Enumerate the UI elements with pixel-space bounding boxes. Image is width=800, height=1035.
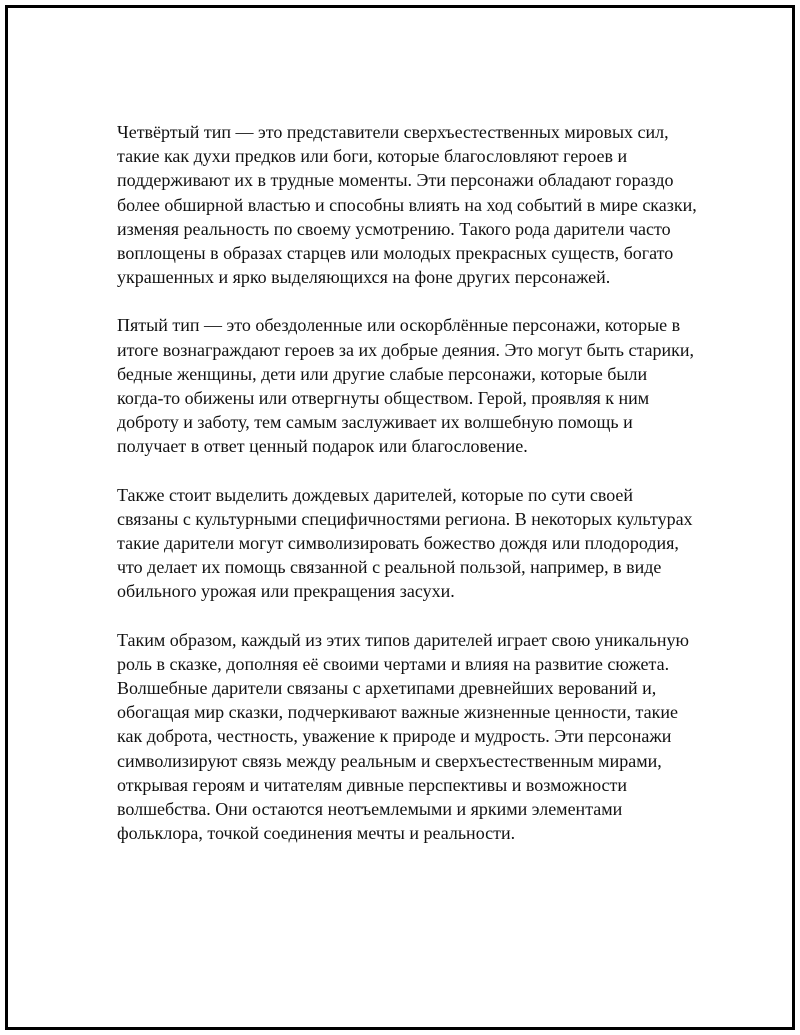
- paragraph-fifth-type: Пятый тип — это обездоленные или оскорблённые персонажи, которые в итоге вознаграждают героев за их добрые деяния. Это могут быть старики, бедные женщины, дети или другие слабые персонажи, которые были когда-то обижены или отвергнуты обществом. Герой, проявляя к ним доброту и заботу, тем самым заслуживает их волшебную помощь и получает в ответ ценный подарок или благословение.: [117, 315, 695, 457]
- paragraph-fourth-type: Четвёртый тип — это представители сверхъестественных мировых сил, такие как духи предков или боги, которые благословляют героев и поддерживают их в трудные моменты. Эти персонажи обладают гораздо более обширной властью и способны влиять на ход событий в мире сказки, изменяя реальность по своему усмотрению. Такого рода дарители часто воплощены в образах старцев или молодых прекрасных существ, богато украшенных и ярко выделяющихся на фоне других персонажей.: [117, 122, 697, 288]
- page-border: [5, 5, 795, 1030]
- document-body: [117, 120, 697, 845]
- paragraph-conclusion: Таким образом, каждый из этих типов дарителей играет свою уникальную роль в сказке, дополняя её своими чертами и влияя на развитие сюжета. Волшебные дарители связаны с архетипами древнейших верований и, обогащая мир сказки, подчеркивают важные жизненные ценности, такие как доброта, честность, уважение к природе и мудрость. Эти персонажи символизируют связь между реальным и сверхъестественным мирами, открывая героям и читателям дивные перспективы и возможности волшебства. Они остаются неотъемлемыми и яркими элементами фольклора, точкой соединения мечты и реальности.: [117, 629, 689, 844]
- paragraph-rain-givers: Также стоит выделить дождевых дарителей, которые по сути своей связаны с культурными специфичностями региона. В некоторых культурах такие дарители могут символизировать божество дождя или плодородия, что делает их помощь связанной с реальной пользой, например, в виде обильного урожая или прекращения засухи.: [117, 484, 693, 602]
